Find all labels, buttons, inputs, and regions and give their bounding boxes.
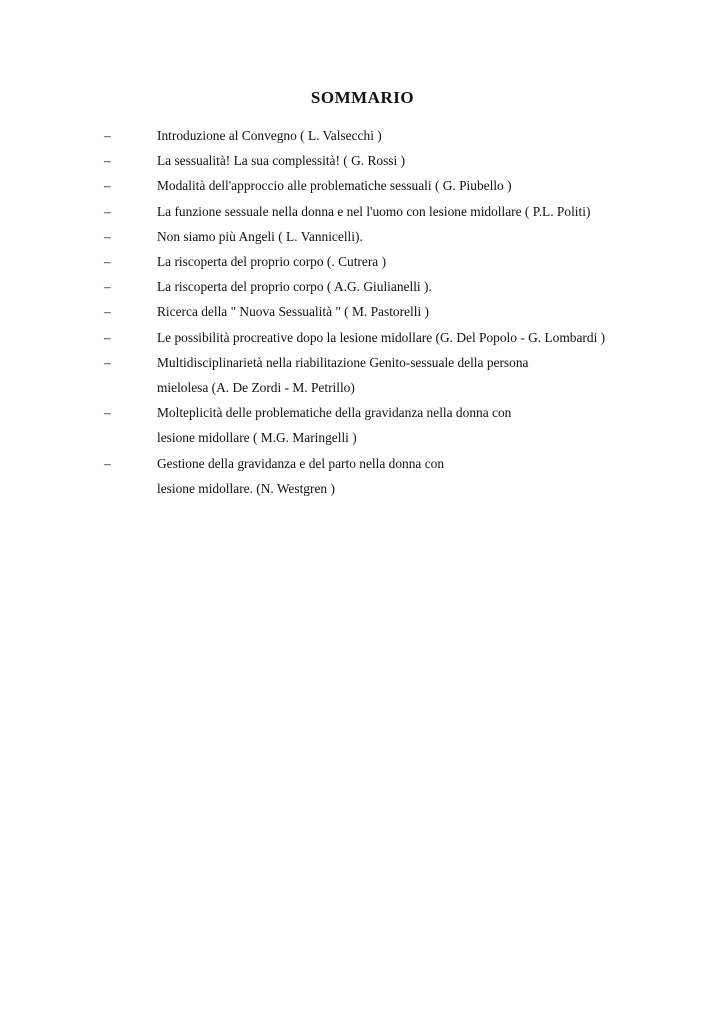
toc-entry <box>0 123 725 148</box>
toc-entry-text: Modalità dell'approccio alle problematiche sessuali ( G. Piubello ) <box>157 178 512 194</box>
bullet-dash: – <box>104 354 111 370</box>
toc-entry-text: La funzione sessuale nella donna e nel l'uomo con lesione midollare ( P.L. Politi) <box>157 203 591 219</box>
toc-entry-text: La sessualità! La sua complessità! ( G. Rossi ) <box>157 153 406 169</box>
bullet-dash: – <box>104 153 111 169</box>
bullet-dash: – <box>104 178 111 194</box>
toc-entry <box>0 350 725 400</box>
toc-entry <box>0 173 725 198</box>
toc-entry-text: La riscoperta del proprio corpo (. Cutrera ) <box>157 254 387 270</box>
toc-entry <box>0 199 725 224</box>
toc-entry <box>0 274 725 299</box>
toc-entry-text: lesione midollare ( M.G. Maringelli ) <box>157 430 357 446</box>
bullet-dash: – <box>104 228 111 244</box>
bullet-dash: – <box>104 254 111 270</box>
toc-entry <box>0 249 725 274</box>
toc-entry <box>0 451 725 501</box>
toc-entry <box>0 224 725 249</box>
toc-entry-text: Molteplicità delle problematiche della gravidanza nella donna con <box>157 405 512 421</box>
table-of-contents <box>0 123 725 501</box>
toc-entry <box>0 148 725 173</box>
toc-entry-text: Introduzione al Convegno ( L. Valsecchi ) <box>157 128 382 143</box>
toc-entry <box>0 299 725 324</box>
toc-entry-text: mielolesa (A. De Zordi - M. Petrillo) <box>157 380 355 396</box>
toc-entry-text: Le possibilità procreative dopo la lesione midollare (G. Del Popolo - G. Lombardi ) <box>157 329 606 345</box>
bullet-dash: – <box>104 405 111 421</box>
page-title: SOMMARIO <box>310 88 415 107</box>
bullet-dash: – <box>104 279 111 295</box>
bullet-dash: – <box>104 203 111 219</box>
toc-entry-text: La riscoperta del proprio corpo ( A.G. Giulianelli ). <box>157 279 432 295</box>
bullet-dash: – <box>104 128 111 143</box>
bullet-dash: – <box>104 455 111 471</box>
bullet-dash: – <box>104 329 111 345</box>
toc-entry-text: Non siamo più Angeli ( L. Vannicelli). <box>157 228 363 244</box>
toc-entry-text: Gestione della gravidanza e del parto nella donna con <box>157 455 445 471</box>
toc-entry <box>0 325 725 350</box>
toc-entry-text: lesione midollare. (N. Westgren ) <box>157 480 335 496</box>
toc-entry <box>0 400 725 450</box>
bullet-dash: – <box>104 304 111 320</box>
toc-entry-text: Multidisciplinarietà nella riabilitazione Genito-sessuale della persona <box>157 354 529 370</box>
toc-entry-text: Ricerca della " Nuova Sessualità " ( M. Pastorelli ) <box>157 304 429 320</box>
